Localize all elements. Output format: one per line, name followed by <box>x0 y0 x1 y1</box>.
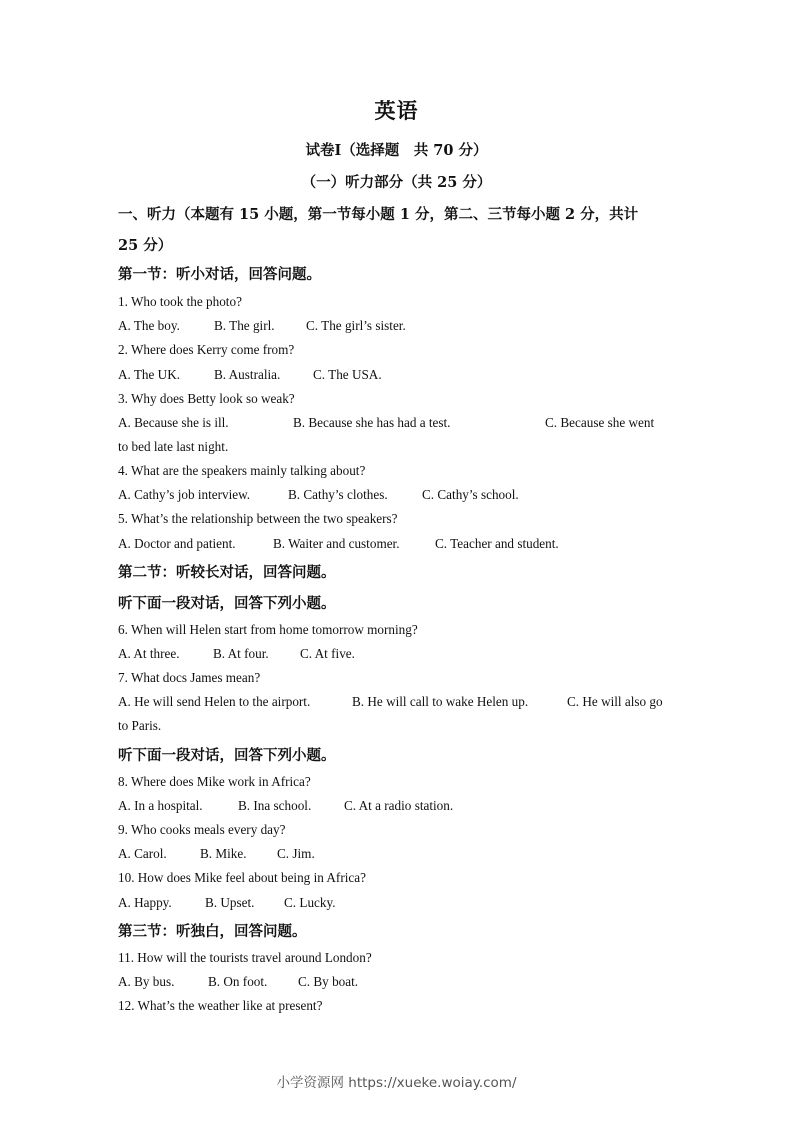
option-5b: B. Waiter and customer. <box>273 536 400 551</box>
question-12: 12. What’s the weather like at present? <box>118 998 323 1013</box>
option-5c: C. Teacher and student. <box>435 536 559 551</box>
option-8a: A. In a hospital. <box>118 798 203 813</box>
option-10a: A. Happy. <box>118 895 172 910</box>
option-11c: C. By boat. <box>298 974 359 989</box>
option-11a: A. By bus. <box>118 974 175 989</box>
option-4c: C. Cathy’s school. <box>422 487 519 502</box>
page-title: 英语 <box>374 98 419 123</box>
question-1: 1. Who took the photo? <box>118 294 242 309</box>
question-5: 5. What’s the relationship between the two speakers? <box>118 511 398 526</box>
section-heading-2: 第二节：听较长对话，回答问题。 <box>118 564 336 581</box>
option-7a: A. He will send Helen to the airport. <box>118 694 311 709</box>
option-4b: B. Cathy’s clothes. <box>288 487 388 502</box>
option-1c: C. The girl’s sister. <box>306 318 406 333</box>
option-6c: C. At five. <box>300 646 355 661</box>
option-7c-continuation: to Paris. <box>118 718 162 733</box>
group-instruction-2: 听下面一段对话，回答下列小题。 <box>118 747 336 764</box>
question-8: 8. Where does Mike work in Africa? <box>118 774 311 789</box>
question-9: 9. Who cooks meals every day? <box>118 822 286 837</box>
question-4: 4. What are the speakers mainly talking about? <box>118 463 366 478</box>
question-7: 7. What docs James mean? <box>118 670 261 685</box>
question-6: 6. When will Helen start from home tomorrow morning? <box>118 622 418 637</box>
option-9a: A. Carol. <box>118 846 167 861</box>
option-3a: A. Because she is ill. <box>118 415 229 430</box>
option-7c: C. He will also go <box>567 694 663 709</box>
option-1b: B. The girl. <box>214 318 275 333</box>
option-2b: B. Australia. <box>214 367 281 382</box>
option-10b: B. Upset. <box>205 895 255 910</box>
section-intro: 一、听力（本题有 15 小题，第一节每小题 1 分，第二、三节每小题 2 分，共计 <box>118 206 639 223</box>
section-heading-1: 第一节：听小对话，回答问题。 <box>118 266 321 283</box>
option-5a: A. Doctor and patient. <box>118 536 236 551</box>
option-8b: B. Ina school. <box>238 798 312 813</box>
option-2a: A. The UK. <box>118 367 181 382</box>
option-6b: B. At four. <box>213 646 269 661</box>
option-3c: C. Because she went <box>545 415 655 430</box>
option-10c: C. Lucky. <box>284 895 336 910</box>
option-3b: B. Because she has had a test. <box>293 415 451 430</box>
option-7b: B. He will call to wake Helen up. <box>352 694 529 709</box>
paper-subtitle: 试卷Ⅰ（选择题 共 70 分） <box>305 142 488 159</box>
question-11: 11. How will the tourists travel around London? <box>118 950 372 965</box>
option-8c: C. At a radio station. <box>344 798 454 813</box>
question-3: 3. Why does Betty look so weak? <box>118 391 295 406</box>
option-9b: B. Mike. <box>200 846 247 861</box>
option-3c-continuation: to bed late last night. <box>118 439 229 454</box>
option-4a: A. Cathy’s job interview. <box>118 487 251 502</box>
option-1a: A. The boy. <box>118 318 180 333</box>
section-heading-3: 第三节：听独白，回答问题。 <box>118 923 307 940</box>
group-instruction-1: 听下面一段对话，回答下列小题。 <box>118 595 336 612</box>
section-intro-cont: 25 分） <box>118 237 173 254</box>
part-subtitle: （一）听力部分（共 25 分） <box>301 174 492 191</box>
footer-watermark: 小学资源网 https://xueke.woiay.com/ <box>276 1075 517 1091</box>
option-9c: C. Jim. <box>277 846 315 861</box>
option-6a: A. At three. <box>118 646 180 661</box>
question-2: 2. Where does Kerry come from? <box>118 342 295 357</box>
option-11b: B. On foot. <box>208 974 268 989</box>
option-2c: C. The USA. <box>313 367 382 382</box>
question-10: 10. How does Mike feel about being in Africa? <box>118 870 366 885</box>
